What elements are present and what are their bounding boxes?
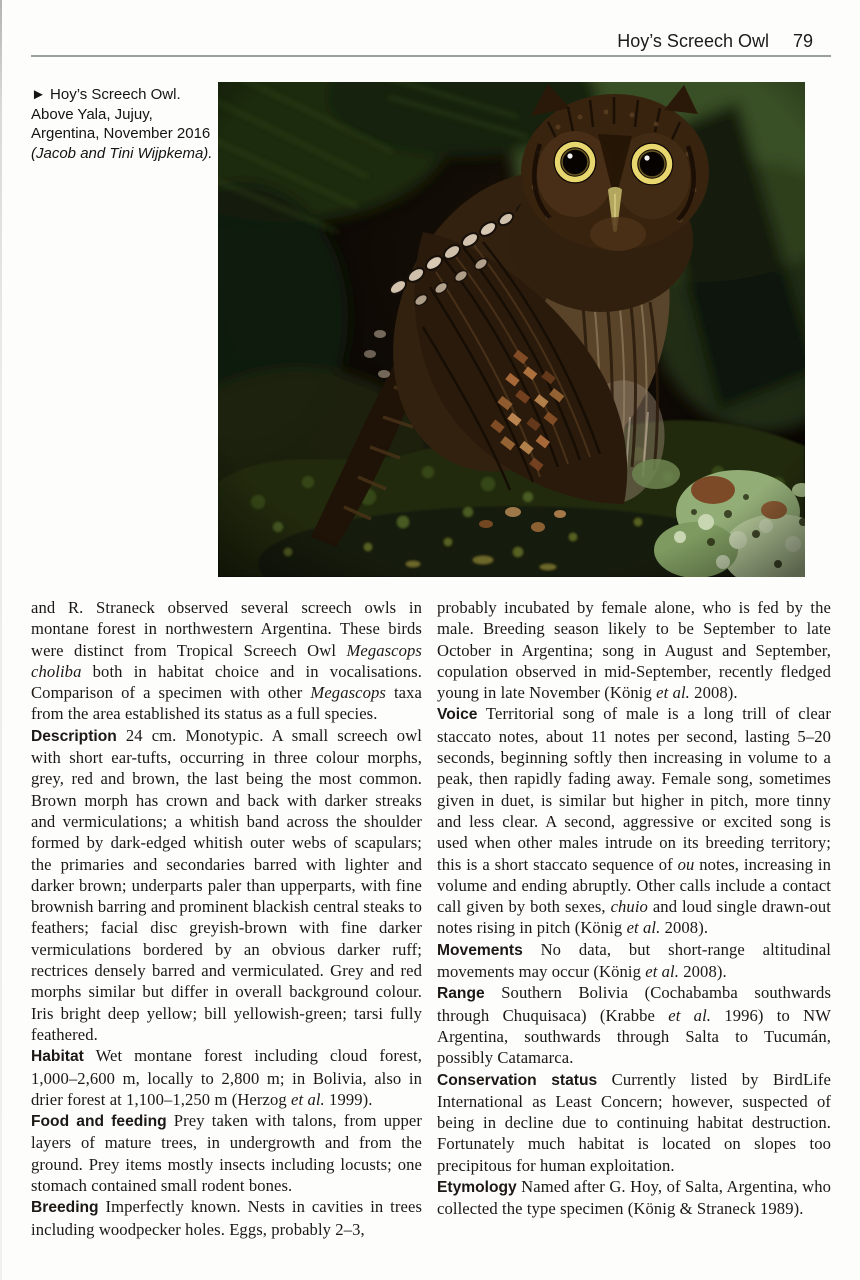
caption-line: Argentina, November 2016 [31,125,211,142]
running-header [31,31,831,52]
paragraph: Breeding Imperfectly known. Nests in cavities in trees including woodpecker holes. Eggs, probably 2–3, [31,1197,422,1239]
paragraph: Etymology Named after G. Hoy, of Salta, Argentina, who collected the type specimen (König & Straneck 1989). [437,1177,831,1219]
caption-line: ► Hoy’s Screech Owl. [31,86,181,103]
page-title: Hoy’s Screech Owl [617,31,769,51]
paragraph: Range Southern Bolivia (Cochabamba southwards through Chuquisaca) (Krabbe et al. 1996) to NW Argentina, southwards through Salta to Tucumán, possibly Catamarca. [437,983,832,1068]
paragraph: Food and feeding Prey taken with talons, from upper layers of mature trees, in undergrowth and from the ground. Prey items mostly insects including locusts; one stomach contained small rodent bones. [31,1111,422,1196]
article-body [31,597,831,1240]
paragraph: Conservation status Currently listed by BirdLife International as Least Concern; however, suspected of being in decline due to continuing habitat destruction. Fortunately much habitat is located on slopes too precipitous for human exploitation. [437,1069,831,1175]
paragraph: Habitat Wet montane forest including cloud forest, 1,000–2,600 m, locally to 2,800 m; in Bolivia, also in drier forest at 1,100–1,250 m (Herzog et al. 1999). [31,1046,422,1109]
owl-photo [218,82,805,577]
paragraph: probably incubated by female alone, who is fed by the male. Breeding season likely to be September to late October in Argentina; song in August and September, copulation observed in mid-September, recently fledged young in late November (König et al. 2008). [437,598,831,703]
caption-line: (Jacob and Tini Wijpkema). [31,144,213,162]
photo-caption [31,85,221,163]
paragraph: Movements No data, but short-range altitudinal movements may occur (König et al. 2008). [437,939,831,982]
paragraph: and R. Straneck observed several screech owls in montane forest in northwestern Argentina. These birds were distinct from Tropical Screech Owl Megascops choliba both in habitat choice and in vocalisations. Comparison of a specimen with other Megascops taxa from the area established its status as a full species. [31,598,422,724]
caption-line: Above Yala, Jujuy, [31,105,153,123]
owl-photo-illustration [218,82,805,577]
paragraph: Description 24 cm. Monotypic. A small screech owl with short ear-tufts, occurring in three colour morphs, grey, red and brown, the last being the most common. Brown morph has crown and back with darker streaks and vermiculations; a whitish band across the shoulder formed by dark-edged whitish outer webs of scapulars; the primaries and secondaries barred with lighter and darker brown; underparts paler than upperparts, with fine brownish barring and prominent blackish central steaks to feathers; facial disc greyish-brown with fine darker vermiculations bordered by an obvious darker ruff; rectrices densely barred and vermiculated. Grey and red morphs similar but differ in overall background colour. Iris bright deep yellow; bill yellowish-green; tarsi fully feathered. [31,725,422,1044]
page-number: 79 [792,31,813,51]
left-column [31,597,422,1240]
scan-edge-artifact [0,0,2,1280]
paragraph: Voice Territorial song of male is a long trill of clear staccato notes, about 11 notes per second, lasting 5–20 seconds, beginning softly then increasing in volume to a peak, then rapidly fading away. Female song, sometimes given in duet, is similar but higher in pitch, more tinny and less clear. A second, aggressive or excited song is used when other males intrude on its breeding territory; this is a short staccato sequence of ou notes, increasing in volume and ending abruptly. Other calls include a contact call given by both sexes, chuio and loud single drawn-out notes rising in pitch (König et al. 2008). [437,704,831,938]
right-column [437,597,831,1240]
header-rule [31,55,831,57]
